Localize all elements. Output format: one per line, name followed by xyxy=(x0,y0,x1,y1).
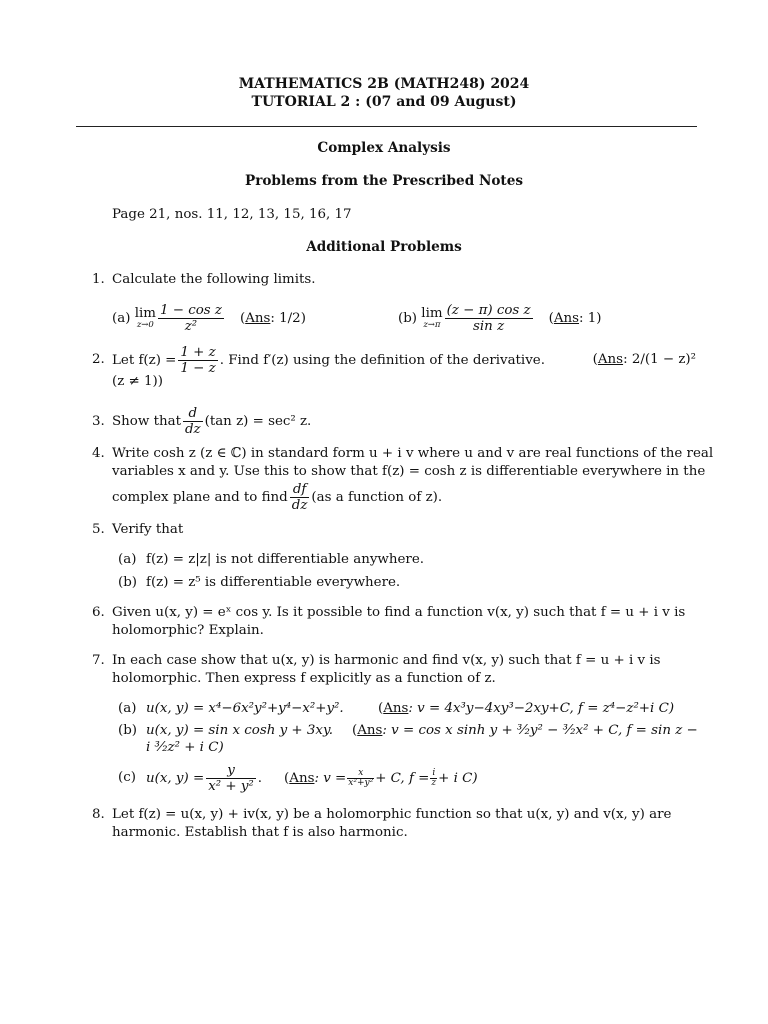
problem-6-line-1: Given u(x, y) = eˣ cos y. Is it possible to find a function v(x, y) such that f = u + i v is xyxy=(112,605,686,620)
problem-5-number: 5. xyxy=(92,522,105,537)
answer-middle: + C, f = xyxy=(375,770,430,786)
fraction-denominator: x²+y² xyxy=(348,777,374,788)
problem-7c-prefix: u(x, y) = xyxy=(146,770,205,786)
problem-7c-text: u(x, y) = $\frac{y}{\text{x² + y²}}$ . (Ans: v = $\frac{x}{\text{x²+y²}}$ + C, f = $\frac{i}{z}$ + i C) xyxy=(146,762,478,794)
problem-4-number: 4. xyxy=(92,446,105,461)
problem-4-line-2: variables x and y. Use this to show that f(z) = cosh z is differentiable everywhere in the xyxy=(112,464,706,479)
problem-1a-fraction xyxy=(158,303,224,334)
problem-7c-answer-fraction-2 xyxy=(430,769,437,788)
problem-8-line-1: Let f(z) = u(x, y) + iv(x, y) be a holomorphic function so that u(x, y) and v(x, y) are xyxy=(112,807,672,822)
fraction-denominator: sin z xyxy=(473,318,505,334)
answer-label: Ans xyxy=(245,310,271,326)
answer-label: Ans xyxy=(289,770,315,786)
problem-1-number: 1. xyxy=(92,272,105,287)
problem-7-line-1: In each case show that u(x, y) is harmonic and find v(x, y) such that f = u + i v is xyxy=(112,653,661,668)
answer-value: : 1) xyxy=(579,310,602,326)
problem-2-suffix: . Find f′(z) using the definition of the derivative. xyxy=(219,352,545,368)
fraction-numerator: 1 − cos z xyxy=(159,302,222,318)
answer-label: Ans xyxy=(357,723,383,738)
answer-value: : 2/(1 − z)² xyxy=(623,352,696,367)
fraction-denominator: z² xyxy=(184,318,198,334)
limit-word: lim xyxy=(134,306,156,321)
problem-1b-fraction xyxy=(445,303,533,334)
problem-4-suffix: (as a function of z). xyxy=(311,489,443,505)
prescribed-heading: Problems from the Prescribed Notes xyxy=(244,173,524,189)
problem-2-number: 2. xyxy=(92,352,105,367)
problem-7-line-2: holomorphic. Then express f explicitly as a function of z. xyxy=(112,671,496,686)
problem-7c-fraction xyxy=(206,763,256,794)
answer-prefix: : v = xyxy=(314,770,347,786)
problem-7b-continuation: i ³⁄₂z² + i C) xyxy=(146,740,224,755)
problem-1a-label: (a) xyxy=(112,310,131,326)
limit-subscript: z→π xyxy=(423,320,441,330)
fraction-denominator: z xyxy=(431,777,437,788)
problem-3-fraction xyxy=(183,406,203,437)
problem-3-text xyxy=(112,403,311,439)
problem-7b-answer: (Ans: v = cos x sinh y + ³⁄₂y² − ³⁄₂x² + C, f = sin z − xyxy=(352,723,698,738)
problem-5b-label: (b) xyxy=(118,575,138,590)
course-title: MATHEMATICS 2B (MATH248) 2024 xyxy=(238,76,530,92)
problem-7c-answer-fraction xyxy=(347,769,374,788)
problem-1b xyxy=(398,300,602,336)
fraction-numerator: i xyxy=(432,767,436,778)
fraction-denominator: dz xyxy=(291,497,308,513)
tutorial-title: TUTORIAL 2 : (07 and 09 August) xyxy=(251,94,517,110)
fraction-numerator: y xyxy=(206,763,256,779)
problem-7c-answer: (Ans: v = xyxy=(284,770,347,786)
answer-label: Ans xyxy=(597,352,624,367)
header-rule xyxy=(76,126,697,127)
problem-3-prefix: Show that xyxy=(112,413,181,429)
problem-7-number: 7. xyxy=(92,653,105,668)
problem-8-number: 8. xyxy=(92,807,105,822)
fraction-numerator: d xyxy=(183,406,203,422)
problem-4-line-1: Write cosh z (z ∈ ℂ) in standard form u + i v where u and v are real functions of the real xyxy=(112,446,714,461)
topic-heading: Complex Analysis xyxy=(317,140,451,156)
fraction-denominator: 1 − z xyxy=(180,360,216,376)
fraction-numerator: df xyxy=(290,482,310,498)
problem-5a-label: (a) xyxy=(118,552,137,567)
answer-label: Ans xyxy=(383,701,409,716)
fraction-numerator: 1 + z xyxy=(180,344,216,360)
problem-6-number: 6. xyxy=(92,605,105,620)
problem-1-text: Calculate the following limits. xyxy=(112,272,316,287)
problem-6-line-2: holomorphic? Explain. xyxy=(112,623,264,638)
problem-4-fraction xyxy=(290,482,310,513)
prescribed-text: Page 21, nos. 11, 12, 13, 15, 16, 17 xyxy=(112,207,352,222)
problem-5b-text: f(z) = z⁵ is differentiable everywhere. xyxy=(146,575,401,590)
problem-2-prefix: Let f(z) = xyxy=(112,352,177,368)
answer-label: Ans xyxy=(553,310,580,326)
problem-7c-label: (c) xyxy=(118,770,136,785)
limit-word: lim xyxy=(421,306,443,321)
problem-7a-label: (a) xyxy=(118,701,137,716)
fraction-numerator: x xyxy=(347,769,374,779)
answer-suffix: + i C) xyxy=(438,770,478,786)
problem-7a-text: u(x, y) = x⁴−6x²y²+y⁴−x²+y². xyxy=(146,701,344,716)
problem-1b-answer: (Ans: 1) xyxy=(548,310,602,326)
additional-heading: Additional Problems xyxy=(306,239,462,255)
problem-2-answer: (Ans: 2/(1 − z)² xyxy=(592,352,696,367)
problem-7b-label: (b) xyxy=(118,723,138,738)
problem-1a-limit xyxy=(135,306,156,330)
problem-3-suffix: (tan z) = sec² z. xyxy=(204,413,312,429)
problem-1b-limit xyxy=(421,306,442,330)
problem-8-line-2: harmonic. Establish that f is also harmonic. xyxy=(112,825,408,840)
answer-value: : 1/2) xyxy=(270,310,306,326)
problem-2-text xyxy=(112,342,545,378)
limit-subscript: z→0 xyxy=(136,320,154,330)
problem-3-number: 3. xyxy=(92,414,105,429)
problem-2-fraction xyxy=(178,345,217,376)
problem-5a-text: f(z) = z|z| is not differentiable anywhere. xyxy=(146,552,425,567)
problem-7a-answer: (Ans: v = 4x³y−4xy³−2xy+C, f = z⁴−z²+i C) xyxy=(378,701,675,716)
problem-1a-answer: (Ans: 1/2) xyxy=(239,310,306,326)
problem-1a xyxy=(112,300,306,336)
problem-7b-text: u(x, y) = sin x cosh y + 3xy. xyxy=(146,723,334,738)
problem-5-text: Verify that xyxy=(112,522,184,537)
answer-value: : v = cos x sinh y + ³⁄₂y² − ³⁄₂x² + C, f = sin z − xyxy=(382,723,698,738)
fraction-numerator: (z − π) cos z xyxy=(446,302,531,318)
problem-1b-label: (b) xyxy=(398,310,418,326)
fraction-denominator: x² + y² xyxy=(208,778,254,794)
answer-value: : v = 4x³y−4xy³−2xy+C, f = z⁴−z²+i C) xyxy=(408,701,675,716)
problem-2-continuation: (z ≠ 1)) xyxy=(112,374,163,389)
fraction-denominator: dz xyxy=(184,421,201,437)
problem-4-line-3 xyxy=(112,479,442,515)
problem-4-prefix: complex plane and to find xyxy=(112,489,288,505)
